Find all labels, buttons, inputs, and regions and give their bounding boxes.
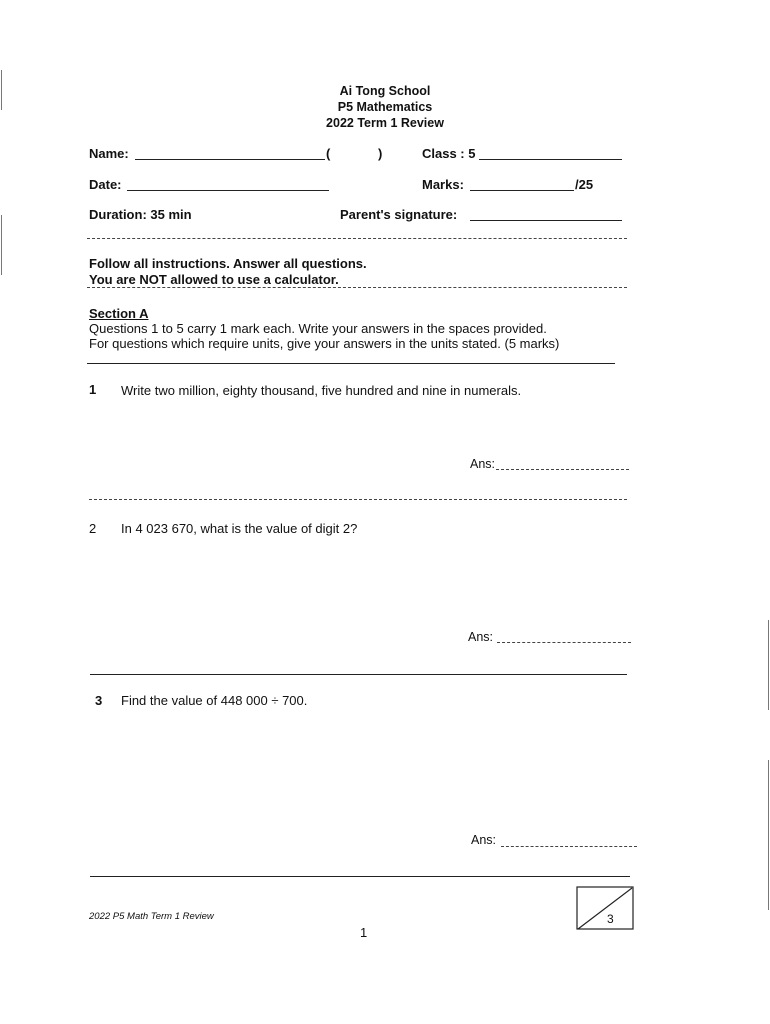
score-box-frame (576, 886, 634, 930)
divider (90, 876, 630, 877)
divider (90, 674, 627, 675)
section-description-1: Questions 1 to 5 carry 1 mark each. Write your answers in the spaces provided. (89, 321, 547, 336)
date-line[interactable] (127, 190, 329, 191)
divider (87, 363, 615, 364)
marks-line[interactable] (470, 190, 574, 191)
paren-close: ) (378, 146, 383, 161)
scan-mark (768, 760, 769, 910)
school-name: Ai Tong School (339, 84, 431, 98)
answer-line-3[interactable] (501, 846, 637, 847)
page-number: 1 (360, 925, 368, 940)
answer-label-1: Ans: (470, 457, 496, 471)
subject-title: P5 Mathematics (337, 100, 433, 114)
section-title: Section A (89, 306, 149, 321)
answer-label-2: Ans: (468, 630, 494, 644)
footer-title: 2022 P5 Math Term 1 Review (89, 911, 214, 922)
answer-line-1[interactable] (496, 469, 629, 470)
duration-label: Duration: 35 min (89, 207, 192, 222)
class-label: Class : 5 (422, 146, 476, 161)
answer-label-3: Ans: (471, 833, 497, 847)
score-box (576, 886, 634, 930)
instructions-line-2: You are NOT allowed to use a calculator. (89, 272, 339, 287)
question-number-2: 2 (89, 521, 97, 536)
question-number-1: 1 (89, 382, 97, 397)
marks-label: Marks: (422, 177, 464, 192)
scan-mark (1, 215, 2, 275)
section-description-2: For questions which require units, give your answers in the units stated. (5 marks) (89, 336, 560, 351)
question-number-3: 3 (95, 693, 103, 708)
name-label: Name: (89, 146, 129, 161)
parent-signature-line[interactable] (470, 220, 622, 221)
instructions-line-1: Follow all instructions. Answer all questions. (89, 256, 367, 271)
parent-signature-label: Parent's signature: (340, 207, 458, 222)
paren-open: ( (326, 146, 331, 161)
score-box-value: 3 (607, 912, 614, 926)
marks-total: /25 (575, 177, 594, 192)
class-line[interactable] (479, 159, 622, 160)
divider (87, 287, 627, 288)
divider (89, 499, 627, 500)
question-text-2: In 4 023 670, what is the value of digit 2? (121, 521, 358, 536)
question-text-3: Find the value of 448 000 ÷ 700. (121, 693, 308, 708)
term-title: 2022 Term 1 Review (326, 116, 444, 130)
name-line[interactable] (135, 159, 325, 160)
answer-line-2[interactable] (497, 642, 631, 643)
divider (87, 238, 627, 239)
date-label: Date: (89, 177, 122, 192)
scan-mark (768, 620, 769, 710)
scan-mark (1, 70, 2, 110)
question-text-1: Write two million, eighty thousand, five hundred and nine in numerals. (121, 383, 522, 398)
